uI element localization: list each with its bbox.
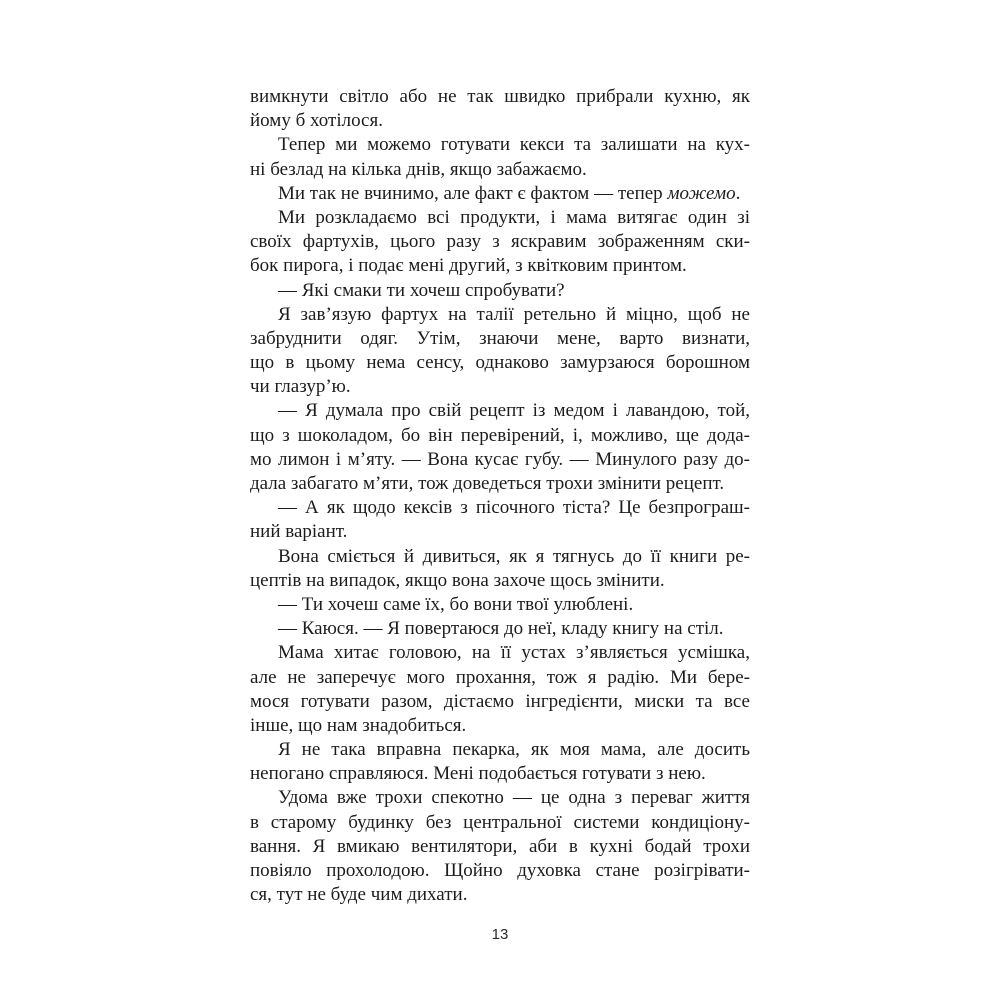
text-line: мо лимон і м’яту. — Вона кусає губу. — Минулого разу до- bbox=[250, 448, 750, 470]
text-line: Я не така вправна пекарка, як моя мама, але досить bbox=[278, 739, 750, 761]
text-line: Удома вже трохи спекотно — це одна з переваг життя bbox=[278, 787, 750, 809]
text-line: дала забагато м’яти, тож доведеться трохи змінити рецепт. bbox=[250, 473, 725, 494]
text-line bbox=[250, 182, 750, 206]
text-line: — Каюся. — Я повертаюся до неї, кладу книгу на стіл. bbox=[278, 618, 724, 640]
text-line: вання. Я вмикаю вентилятори, аби в кухні бодай трохи bbox=[250, 835, 750, 857]
text-segment: Ми так не вчинимо, але факт є фактом — тепер bbox=[278, 182, 668, 204]
text-line: чи глазур’ю. bbox=[250, 376, 351, 398]
text-line: — Ти хочеш саме їх, бо вони твої улюблені. bbox=[278, 593, 634, 615]
text-line: цептів на випадок, якщо вона захоче щось змінити. bbox=[250, 569, 665, 591]
text-line: забруднити одяг. Утім, знаючи мене, варто визнати, bbox=[250, 327, 750, 349]
text-line: ний варіант. bbox=[250, 521, 348, 543]
text-line: Вона сміється й дивиться, як я тягнусь до її книги ре- bbox=[278, 545, 750, 567]
text-line: ні безлад на кілька днів, якщо забажаємо. bbox=[250, 158, 587, 180]
text-line: інше, що нам знадобиться. bbox=[250, 714, 467, 736]
text-line: Я зав’язую фартух на талії ретельно й міцно, щоб не bbox=[278, 303, 750, 325]
text-line: Ми розкладаємо всі продукти, і мама витягає один зі bbox=[278, 206, 750, 228]
page-number: 13 bbox=[491, 926, 509, 943]
italic-text-segment: можемо bbox=[667, 182, 736, 204]
text-line: вимкнути світло або не так швидко прибрали кухню, як bbox=[250, 86, 750, 107]
text-line: в старому будинку без центральної системи кондиціону- bbox=[250, 811, 750, 833]
text-line: що з шоколадом, бо він перевірений, і, можливо, ще дода- bbox=[250, 424, 750, 446]
text-line: але не заперечує мого прохання, тож я радію. Ми бере- bbox=[250, 666, 750, 688]
text-line: — Які смаки ти хочеш спробувати? bbox=[278, 279, 565, 301]
text-line: що в цьому нема сенсу, однаково замурзаюся борошном bbox=[250, 352, 750, 374]
text-line: повіяло прохолодою. Щойно духовка стане розігрівати- bbox=[250, 860, 750, 881]
text-line: йому б хотілося. bbox=[250, 110, 383, 132]
text-line: ся, тут не буде чим дихати. bbox=[250, 884, 468, 906]
text-line: — А як щодо кексів з пісочного тіста? Це безпрограш- bbox=[278, 497, 750, 519]
text-segment: . bbox=[735, 182, 741, 204]
text-line: Тепер ми можемо готувати кекси та залишати на кух- bbox=[278, 134, 750, 156]
text-line: бок пирога, і подає мені другий, з квітковим принтом. bbox=[250, 255, 687, 277]
book-page-text bbox=[250, 85, 750, 907]
text-line: Мама хитає головою, на її устах з’являється усмішка, bbox=[278, 642, 750, 664]
text-line: непогано справляюся. Мені подобається готувати з нею. bbox=[250, 763, 706, 785]
text-line: — Я думала про свій рецепт із медом і лавандою, той, bbox=[278, 400, 750, 422]
text-line: мося готувати разом, дістаємо інгредієнти, миски та все bbox=[250, 690, 750, 712]
text-line: своїх фартухів, цього разу з яскравим зображенням ски- bbox=[250, 231, 750, 253]
